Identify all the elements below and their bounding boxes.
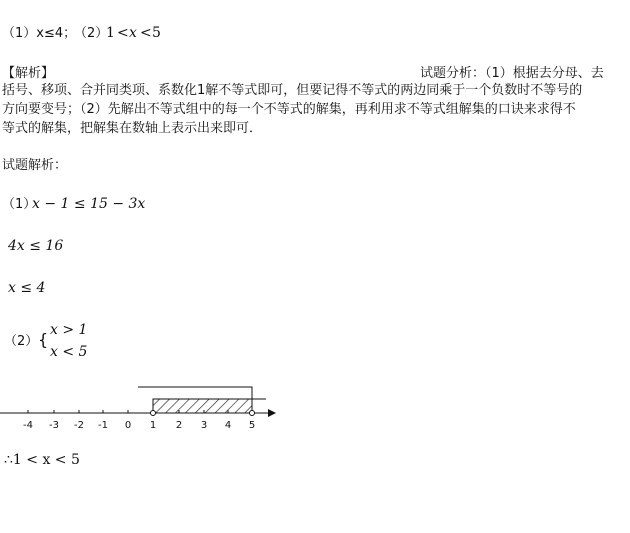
open-endpoint-5	[250, 411, 255, 416]
analysis-line-3: 方向要变号；（2）先解出不等式组中的每一个不等式的解集，再利用求不等式组解集的口诀来求得不	[2, 102, 576, 117]
number-line-label--1: -1	[98, 420, 108, 431]
solution-interval-shading	[153, 399, 252, 413]
number-line-label--3: -3	[49, 420, 59, 431]
number-line-label-0: 0	[124, 420, 132, 431]
analysis-line-2: 括号、移项、合并同类项、系数化1解不等式即可，但要记得不等式的两边同乘于一个负数时不等号的	[2, 83, 583, 98]
analysis-heading: 【解析】	[2, 66, 55, 81]
system-brace: {	[38, 330, 49, 349]
answer-part2-b: 5	[152, 25, 161, 41]
answer-part2-a: 1	[106, 25, 115, 41]
step3-equation: x ≤ 4	[8, 280, 46, 296]
answer-part2-lt1: <	[117, 25, 129, 41]
answer-part2-label: （2）	[74, 26, 109, 41]
part2-label: （2）	[4, 334, 39, 349]
number-line-label--2: -2	[74, 420, 84, 431]
step1-equation: x − 1 ≤ 15 − 3x	[32, 196, 146, 212]
answer-part1: （1）x≤4；	[2, 26, 77, 41]
solution-heading: 试题解析：	[2, 158, 68, 173]
number-line	[0, 380, 630, 440]
number-line-label--4: -4	[23, 420, 33, 431]
conclusion: ∴1 < x < 5	[4, 452, 80, 468]
answer-part2-lt2: <	[140, 25, 152, 41]
number-line-arrow	[268, 409, 276, 417]
analysis-line-4: 等式的解集，把解集在数轴上表示出来即可．	[2, 121, 263, 136]
number-line-label-5: 5	[248, 420, 256, 431]
number-line-label-4: 4	[224, 420, 232, 431]
number-line-label-3: 3	[200, 420, 208, 431]
number-line-label-1: 1	[149, 420, 157, 431]
step1-label: （1）	[2, 197, 37, 212]
analysis-line-1: 试题分析：（1）根据去分母、去	[420, 66, 604, 81]
system-inequality-a: x > 1	[50, 322, 88, 338]
system-inequality-b: x < 5	[50, 344, 88, 360]
step2-equation: 4x ≤ 16	[8, 238, 64, 254]
answer-part2-x: x	[129, 25, 137, 41]
number-line-label-2: 2	[175, 420, 183, 431]
open-endpoint-1	[151, 411, 156, 416]
